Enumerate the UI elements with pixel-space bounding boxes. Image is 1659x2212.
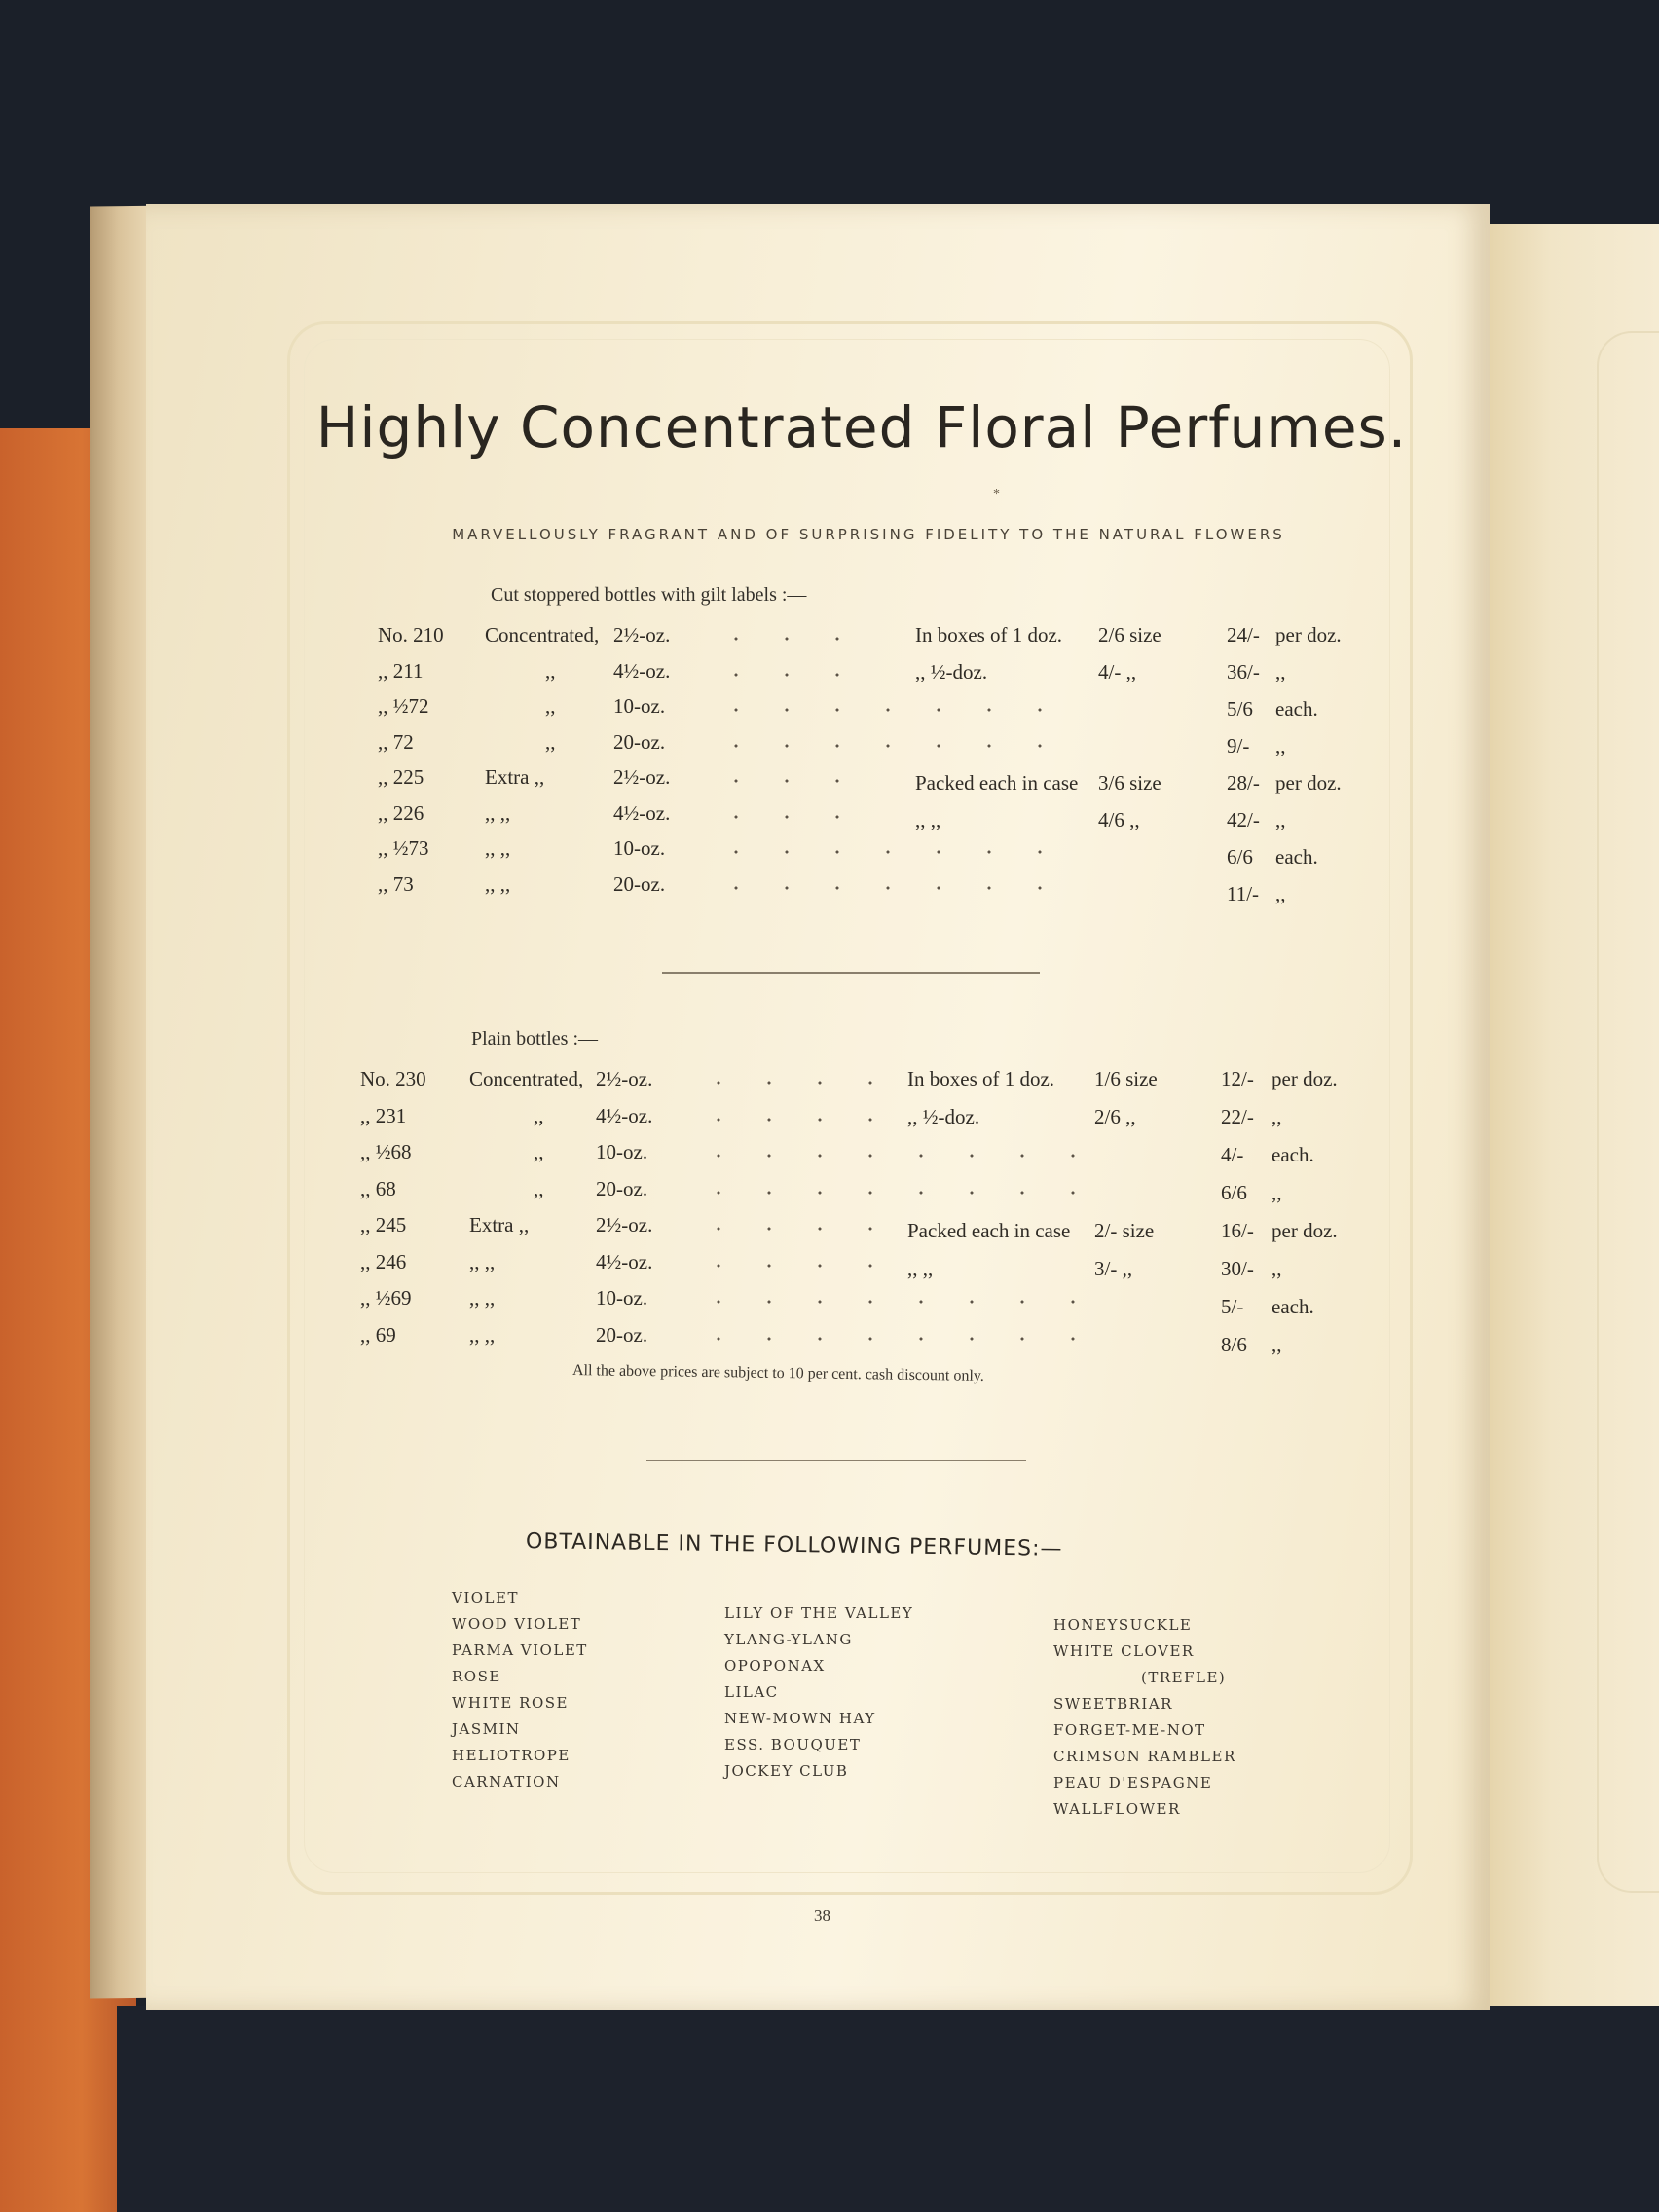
price: 5/- xyxy=(1221,1295,1244,1318)
packing-info: ,, ½-doz. xyxy=(907,1105,980,1128)
perfume-list-col2 xyxy=(724,1601,913,1785)
perfume-list-col3 xyxy=(1053,1612,1236,1823)
perfume-name: ESS. BOUQUET xyxy=(724,1736,862,1753)
discount-note: All the above prices are subject to 10 per cent. cash discount only. xyxy=(571,1362,984,1384)
perfume-name: SWEETBRIAR xyxy=(1053,1695,1173,1713)
bottle-size: 10-oz. xyxy=(596,1286,648,1309)
price-unit: each. xyxy=(1275,845,1318,868)
catalogue-number: ,, 231 xyxy=(360,1103,407,1127)
perfume-name: WOOD VIOLET xyxy=(452,1615,582,1633)
leader-dots xyxy=(711,815,886,819)
price: 22/- xyxy=(1221,1105,1254,1128)
leader-dots xyxy=(711,779,886,783)
perfume-name: FORGET-ME-NOT xyxy=(1053,1721,1206,1739)
price: 6/6 xyxy=(1221,1181,1247,1204)
packing-info: ,, ,, xyxy=(915,808,941,831)
perfume-list-col1 xyxy=(452,1585,588,1795)
leader-dots xyxy=(693,1264,878,1268)
pack-size: 1/6 size xyxy=(1094,1067,1158,1090)
table-row xyxy=(0,1213,1659,1242)
catalogue-number: ,, 211 xyxy=(378,658,424,682)
pack-size: 4/- ,, xyxy=(1098,660,1137,683)
table-row xyxy=(0,1250,1659,1279)
bottle-size: 2½-oz. xyxy=(596,1067,653,1090)
perfume-name: CARNATION xyxy=(452,1773,561,1790)
catalogue-number: ,, 68 xyxy=(360,1176,396,1200)
price-unit: ,, xyxy=(1272,1105,1282,1128)
bottle-size: 4½-oz. xyxy=(613,658,671,682)
price-unit: ,, xyxy=(1272,1181,1282,1204)
leader-dots xyxy=(693,1337,1085,1341)
table-row xyxy=(0,1322,1659,1356)
bottle-size: 4½-oz. xyxy=(596,1249,653,1273)
catalogue-number: ,, ½69 xyxy=(360,1286,412,1309)
catalogue-number: ,, 69 xyxy=(360,1322,396,1346)
price-unit: per doz. xyxy=(1275,623,1342,646)
background-cloth xyxy=(117,2006,1659,2212)
catalogue-number: ,, 73 xyxy=(378,871,414,896)
perfume-name: ROSE xyxy=(452,1668,501,1685)
grade-label: Concentrated, xyxy=(469,1067,584,1090)
price-unit: ,, xyxy=(1275,808,1286,831)
grade-label: ,, ,, xyxy=(469,1286,496,1309)
price-unit: ,, xyxy=(1272,1257,1282,1280)
price: 42/- xyxy=(1227,808,1260,831)
leader-dots xyxy=(711,850,1088,854)
bottle-size: 4½-oz. xyxy=(596,1103,653,1127)
pack-size: 3/6 size xyxy=(1098,771,1161,794)
perfume-name: JOCKEY CLUB xyxy=(724,1762,849,1780)
price: 6/6 xyxy=(1227,845,1253,868)
table-row xyxy=(0,730,1659,759)
table-row xyxy=(0,1286,1659,1318)
price-unit: ,, xyxy=(1275,882,1286,905)
price: 11/- xyxy=(1227,882,1260,905)
grade-label: ,, ,, xyxy=(485,836,511,860)
price: 16/- xyxy=(1221,1219,1254,1242)
table-row xyxy=(0,694,1659,723)
grade-label: Extra ,, xyxy=(485,765,545,789)
perfume-name: YLANG-YLANG xyxy=(724,1631,853,1648)
perfume-name: NEW-MOWN HAY xyxy=(724,1710,876,1727)
perfume-name: WALLFLOWER xyxy=(1053,1800,1181,1818)
bottle-size: 20-oz. xyxy=(596,1176,648,1200)
price-unit: each. xyxy=(1275,697,1318,720)
price-unit: per doz. xyxy=(1272,1219,1338,1242)
divider-rule xyxy=(662,972,1040,974)
price-unit: per doz. xyxy=(1272,1067,1338,1090)
price-unit: each. xyxy=(1272,1143,1314,1166)
table-row xyxy=(0,659,1659,688)
price-unit: ,, xyxy=(1275,734,1286,757)
ditto-mark: ,, xyxy=(545,658,556,682)
pack-size: 4/6 ,, xyxy=(1098,808,1140,831)
packing-info: ,, ,, xyxy=(907,1257,934,1280)
leader-dots xyxy=(711,708,1088,712)
pack-size: 3/- ,, xyxy=(1094,1257,1133,1280)
table-row xyxy=(0,765,1659,794)
bottle-size: 2½-oz. xyxy=(596,1213,653,1236)
bottle-size: 20-oz. xyxy=(596,1322,648,1346)
table-row xyxy=(0,1067,1659,1096)
perfume-name: CRIMSON RAMBLER xyxy=(1053,1748,1236,1765)
leader-dots xyxy=(693,1081,878,1085)
catalogue-number: ,, 245 xyxy=(360,1213,407,1236)
bottle-size: 4½-oz. xyxy=(613,800,671,825)
catalogue-number: ,, 72 xyxy=(378,729,414,754)
bottle-size: 2½-oz. xyxy=(613,623,671,646)
perfume-name: WHITE ROSE xyxy=(452,1694,569,1712)
catalogue-number: ,, ½68 xyxy=(360,1140,412,1163)
packing-info: Packed each in case xyxy=(907,1219,1071,1242)
perfume-name: VIOLET xyxy=(452,1589,519,1606)
grade-label: ,, ,, xyxy=(469,1322,496,1346)
table-row xyxy=(0,1140,1659,1169)
divider-rule-2 xyxy=(646,1460,1026,1461)
bottle-size: 20-oz. xyxy=(613,871,666,896)
perfume-name: JASMIN xyxy=(452,1720,521,1738)
perfume-name: LILAC xyxy=(724,1683,779,1701)
table-row xyxy=(0,801,1659,830)
catalogue-number: No. 230 xyxy=(360,1067,426,1090)
catalogue-number: No. 210 xyxy=(378,623,444,646)
leader-dots xyxy=(693,1118,878,1122)
grade-label: Extra ,, xyxy=(469,1213,530,1236)
ditto-mark: ,, xyxy=(534,1103,544,1127)
pack-size: 2/- size xyxy=(1094,1219,1155,1242)
perfume-name: HELIOTROPE xyxy=(452,1747,571,1764)
leader-dots xyxy=(711,886,1088,890)
table-row xyxy=(0,836,1659,866)
leader-dots xyxy=(711,673,886,677)
packing-info: Packed each in case xyxy=(915,771,1079,794)
catalogue-number: ,, 225 xyxy=(378,765,424,789)
ditto-mark: ,, xyxy=(545,729,556,754)
ditto-mark: ,, xyxy=(534,1176,544,1200)
catalogue-number: ,, ½73 xyxy=(378,836,429,860)
price-unit: each. xyxy=(1272,1295,1314,1318)
leader-dots xyxy=(693,1227,878,1231)
ditto-mark: ,, xyxy=(545,694,556,718)
perfume-name: HONEYSUCKLE xyxy=(1053,1616,1193,1634)
price: 24/- xyxy=(1227,623,1260,646)
table-row xyxy=(0,1177,1659,1206)
price: 30/- xyxy=(1221,1257,1254,1280)
perfumes-heading: OBTAINABLE IN THE FOLLOWING PERFUMES:— xyxy=(525,1530,1063,1562)
perfume-name: LILY OF THE VALLEY xyxy=(724,1604,914,1622)
section1-heading: Cut stoppered bottles with gilt labels :— xyxy=(491,584,807,606)
grade-label: ,, ,, xyxy=(485,871,511,896)
grade-label: Concentrated, xyxy=(485,623,600,646)
perfume-name: PARMA VIOLET xyxy=(452,1641,588,1659)
bottle-size: 2½-oz. xyxy=(613,765,671,789)
price: 4/- xyxy=(1221,1143,1244,1166)
price: 5/6 xyxy=(1227,697,1253,720)
bottle-size: 10-oz. xyxy=(596,1140,648,1163)
bottle-size: 10-oz. xyxy=(613,836,666,860)
perfume-name: (TREFLE) xyxy=(1141,1669,1227,1686)
table-row xyxy=(0,1104,1659,1133)
section2-heading: Plain bottles :— xyxy=(471,1028,598,1050)
catalogue-number: ,, 226 xyxy=(378,800,424,825)
bottle-size: 10-oz. xyxy=(613,694,666,718)
price: 12/- xyxy=(1221,1067,1254,1090)
packing-info: In boxes of 1 doz. xyxy=(915,623,1063,646)
price-unit: per doz. xyxy=(1275,771,1342,794)
pack-size: 2/6 ,, xyxy=(1094,1105,1136,1128)
grade-label: ,, ,, xyxy=(469,1249,496,1273)
perfume-name: WHITE CLOVER xyxy=(1053,1642,1195,1660)
leader-dots xyxy=(693,1191,1085,1195)
perfume-name: OPOPONAX xyxy=(724,1657,826,1675)
catalogue-number: ,, ½72 xyxy=(378,694,429,718)
ditto-mark: ,, xyxy=(534,1140,544,1163)
grade-label: ,, ,, xyxy=(485,800,511,825)
price: 36/- xyxy=(1227,660,1260,683)
packing-info: ,, ½-doz. xyxy=(915,660,988,683)
leader-dots xyxy=(711,637,886,641)
price: 8/6 xyxy=(1221,1333,1247,1356)
price: 9/- xyxy=(1227,734,1250,757)
page-title: Highly Concentrated Floral Perfumes. xyxy=(315,394,1408,461)
price: 28/- xyxy=(1227,771,1260,794)
price-unit: ,, xyxy=(1275,660,1286,683)
packing-info: In boxes of 1 doz. xyxy=(907,1067,1055,1090)
page-subtitle: MARVELLOUSLY FRAGRANT AND OF SURPRISING FIDELITY TO THE NATURAL FLOWERS xyxy=(452,526,1285,543)
table-row xyxy=(0,871,1659,905)
leader-dots xyxy=(693,1154,1085,1158)
perfume-name: PEAU D'ESPAGNE xyxy=(1053,1774,1213,1791)
leader-dots xyxy=(693,1300,1085,1304)
page-number: 38 xyxy=(814,1906,830,1925)
ornament: * xyxy=(993,487,1000,501)
leader-dots xyxy=(711,744,1088,748)
pack-size: 2/6 size xyxy=(1098,623,1161,646)
catalogue-number: ,, 246 xyxy=(360,1249,407,1273)
price-unit: ,, xyxy=(1272,1333,1282,1356)
table-row xyxy=(0,623,1659,652)
bottle-size: 20-oz. xyxy=(613,729,666,754)
